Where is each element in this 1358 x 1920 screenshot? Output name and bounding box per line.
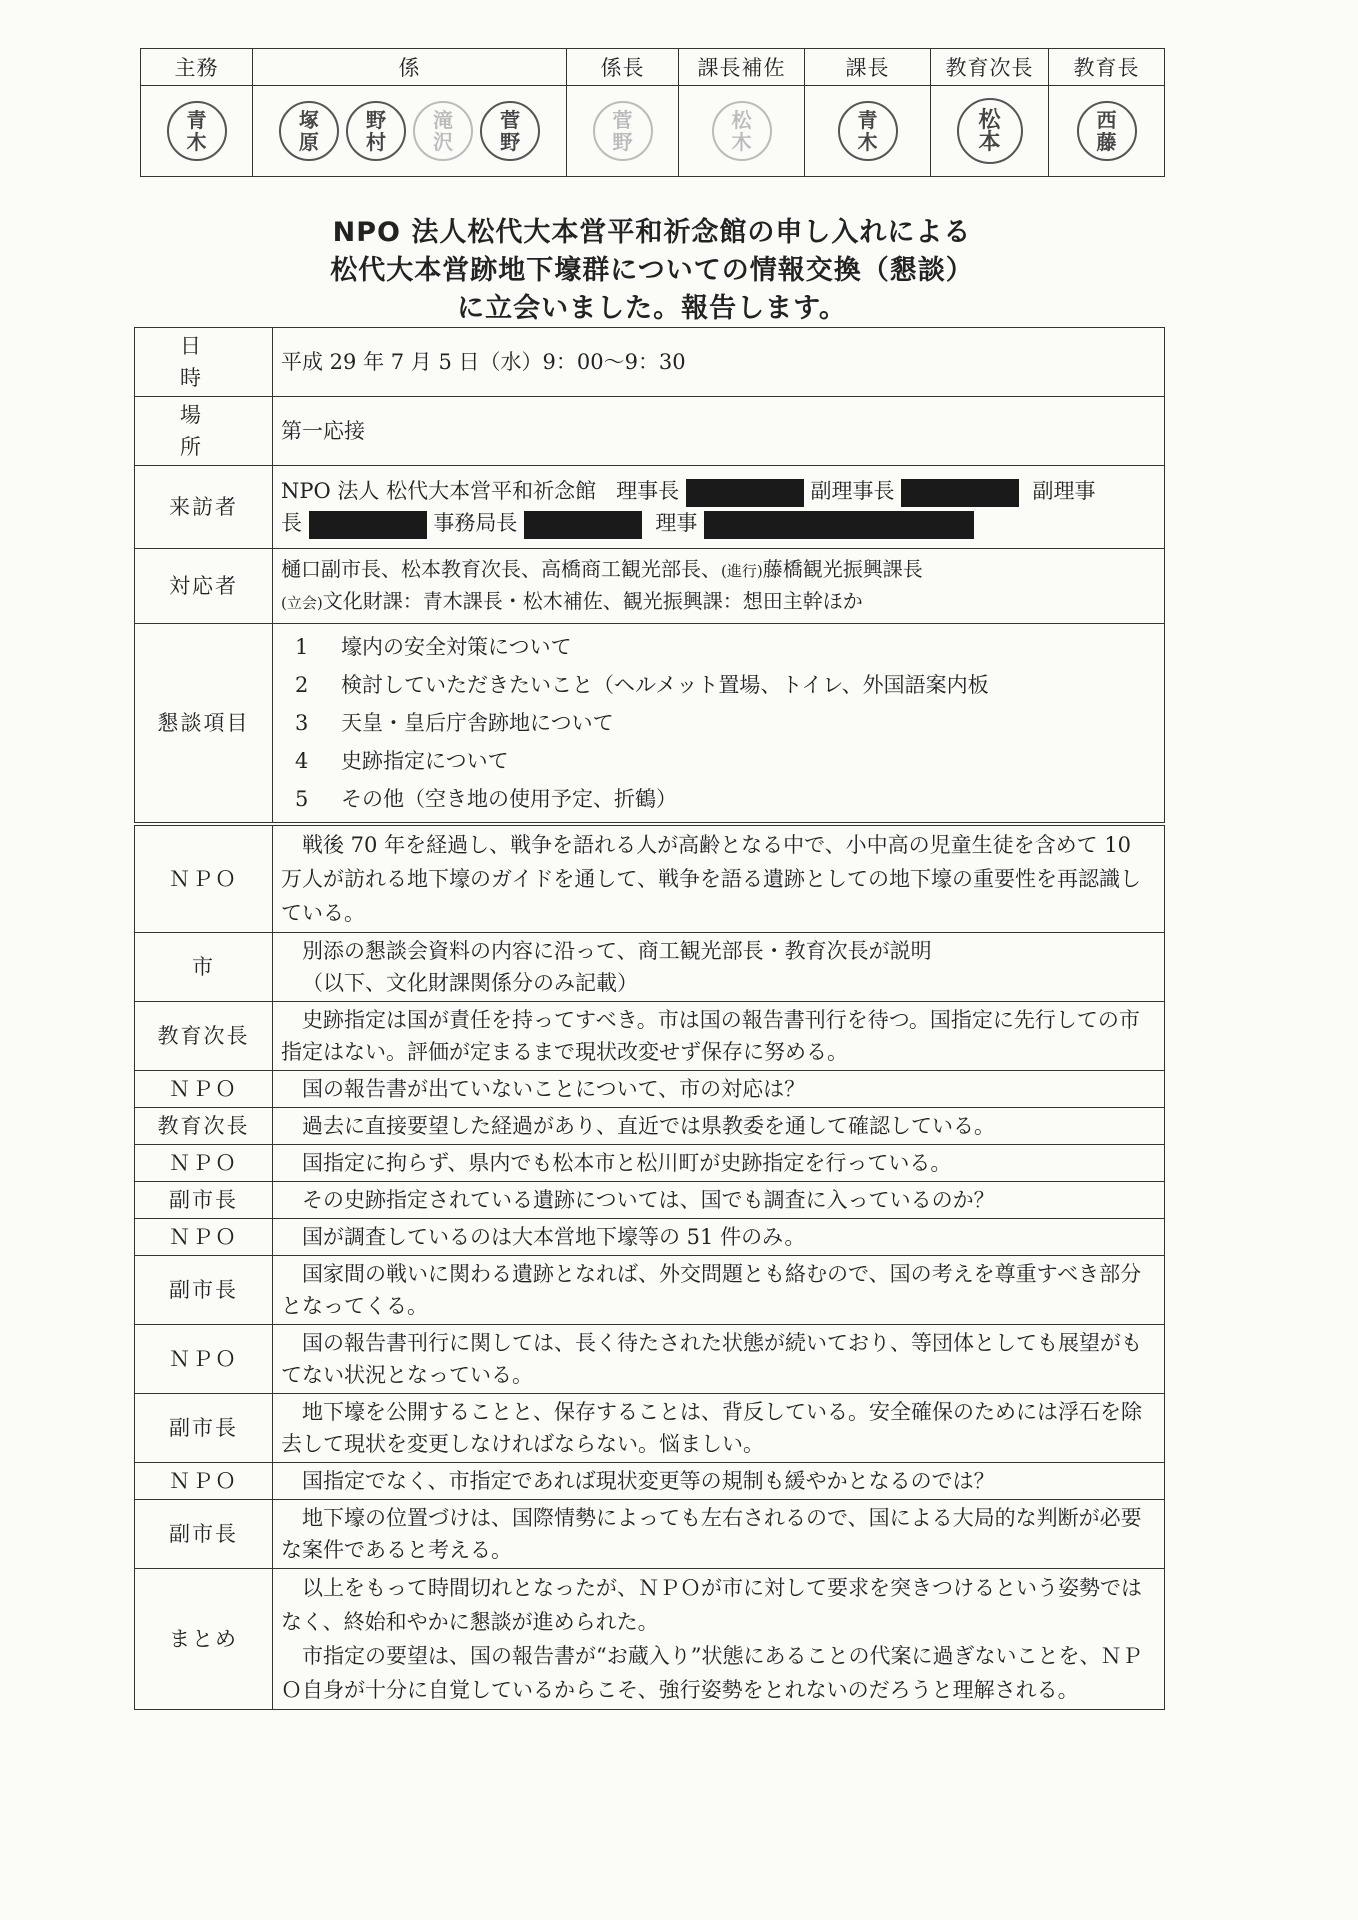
row-speaker: ＮＰＯ (135, 1145, 273, 1182)
list-item: 1 壕内の安全対策について (295, 635, 572, 659)
document-title (140, 214, 1164, 328)
seal-stamp-icon: 菅 野 (480, 101, 540, 161)
approval-header-kyoikucho: 教育長 (1049, 49, 1165, 86)
responder-tag: (進行) (721, 562, 763, 580)
row-text: 地下壕を公開することと、保存することは、背反している。安全確保のためには浮石を除去して現状を変更しなければならない。悩ましい。 (273, 1394, 1165, 1463)
row-text: 国の報告書が出ていないことについて、市の対応は？ (273, 1071, 1165, 1108)
visitor-role: 理事 (655, 511, 698, 535)
topics-list (273, 624, 1165, 825)
title-line-1: NPO 法人松代大本営平和祈念館の申し入れによる (332, 217, 972, 248)
title-line-3: に立会いました。報告します。 (457, 293, 847, 324)
approval-header-kakari: 係 (253, 49, 567, 86)
row-speaker: ＮＰＯ (135, 1325, 273, 1394)
seal-stamp-icon: 西 藤 (1077, 101, 1137, 161)
row-speaker: 副市長 (135, 1394, 273, 1463)
row-text: 国家間の戦いに関わる遺跡となれば、外交問題とも絡むので、国の考えを尊重すべき部分となってくる。 (273, 1256, 1165, 1325)
redaction-block (901, 479, 1019, 507)
stamp-cell-kacho (805, 86, 931, 177)
row-speaker: 副市長 (135, 1256, 273, 1325)
stamp-cell-hosa (679, 86, 805, 177)
responder-line: 藤橋観光振興課長 (762, 557, 923, 581)
stamp-cell-kakaricho (567, 86, 679, 177)
topics-label: 懇談項目 (135, 624, 273, 825)
stamp-cell-jicho (931, 86, 1049, 177)
title-line-2: 松代大本営跡地下壕群についての情報交換（懇談） (330, 255, 974, 286)
row-text: 過去に直接要望した経過があり、直近では県教委を通して確認している。 (273, 1108, 1165, 1145)
row-text: 国指定でなく、市指定であれば現状変更等の規制も緩やかとなるのでは？ (273, 1463, 1165, 1500)
seal-stamp-icon: 青 木 (167, 101, 227, 161)
date-label: 日 時 (135, 328, 273, 397)
approval-header-jicho: 教育次長 (931, 49, 1049, 86)
approval-stamp-table (140, 48, 1165, 177)
responder-line: 文化財課：青木課長・松木補佐、観光振興課：想田主幹ほか (322, 589, 863, 613)
stamp-cell-shumu (141, 86, 253, 177)
row-speaker: 教育次長 (135, 1002, 273, 1071)
row-speaker: 副市長 (135, 1182, 273, 1219)
visitor-role: 事務局長 (433, 511, 518, 535)
row-text: 国が調査しているのは大本営地下壕等の 51 件のみ。 (273, 1219, 1165, 1256)
seal-stamp-icon: 塚 原 (279, 101, 339, 161)
redaction-block (686, 479, 804, 507)
approval-header-kacho: 課長 (805, 49, 931, 86)
row-speaker: ＮＰＯ (135, 824, 273, 933)
date-value: 平成 29 年 7 月 5 日（水）9：00〜9：30 (273, 328, 1165, 397)
responder-label: 対応者 (135, 549, 273, 624)
row-speaker: ＮＰＯ (135, 1219, 273, 1256)
visitor-role: 長 (281, 511, 302, 535)
summary-paragraph: 以上をもって時間切れとなったが、ＮＰＯが市に対して要求を突きつけるという姿勢ではなく、終始和やかに懇談が進められた。 (281, 1576, 1142, 1634)
visitor-value (273, 466, 1165, 549)
redaction-block (309, 511, 427, 539)
seal-stamp-icon: 滝 沢 (413, 101, 473, 161)
stamp-cell-kakari (253, 86, 567, 177)
seal-stamp-icon: 菅 野 (593, 101, 653, 161)
row-speaker: ＮＰＯ (135, 1463, 273, 1500)
visitor-role: 理事長 (616, 479, 680, 503)
stamp-cell-kyoikucho (1049, 86, 1165, 177)
row-text: その史跡指定されている遺跡については、国でも調査に入っているのか？ (273, 1182, 1165, 1219)
list-item: 3 天皇・皇后庁舎跡地について (295, 711, 614, 735)
redaction-block (524, 511, 642, 539)
redaction-block (704, 511, 974, 539)
seal-stamp-icon: 松 木 (712, 101, 772, 161)
list-item: 2 検討していただきたいこと（ヘルメット置場、トイレ、外国語案内板 (295, 673, 989, 697)
row-speaker: 市 (135, 933, 273, 1002)
visitor-label: 来訪者 (135, 466, 273, 549)
row-text: 地下壕の位置づけは、国際情勢によっても左右されるので、国による大局的な判断が必要な案件であると考える。 (273, 1500, 1165, 1569)
list-item: 5 その他（空き地の使用予定、折鶴） (295, 787, 677, 811)
row-speaker: 副市長 (135, 1500, 273, 1569)
row-text: 別添の懇談会資料の内容に沿って、商工観光部長・教育次長が説明 （以下、文化財課関係分のみ記載） (273, 933, 1165, 1002)
responder-value (273, 549, 1165, 624)
place-value: 第一応接 (273, 397, 1165, 466)
place-label: 場 所 (135, 397, 273, 466)
row-text: 国指定に拘らず、県内でも松本市と松川町が史跡指定を行っている。 (273, 1145, 1165, 1182)
visitor-role: 副理事長 (810, 479, 895, 503)
seal-stamp-icon: 青 木 (838, 101, 898, 161)
summary-label: まとめ (135, 1569, 273, 1710)
visitor-role: 副理事 (1032, 479, 1096, 503)
row-speaker: 教育次長 (135, 1108, 273, 1145)
visitor-org: NPO 法人 松代大本営平和祈念館 (281, 479, 597, 503)
approval-header-hosa: 課長補佐 (679, 49, 805, 86)
row-text: 戦後 70 年を経過し、戦争を語れる人が高齢となる中で、小中高の児童生徒を含めて 10 万人が訪れる地下壕のガイドを通して、戦争を語る遺跡としての地下壕の重要性を再認識している。 (273, 824, 1165, 933)
row-text: 国の報告書刊行に関しては、長く待たされた状態が続いており、等団体としても展望がもてない状況となっている。 (273, 1325, 1165, 1394)
responder-line: 樋口副市長、松本教育次長、高橋商工観光部長、 (281, 557, 721, 581)
row-speaker: ＮＰＯ (135, 1071, 273, 1108)
report-table (134, 327, 1165, 1710)
summary-paragraph: 市指定の要望は、国の報告書が“お蔵入り”状態にあることの代案に過ぎないことを、ＮＰＯ自身が十分に自覚しているからこそ、強行姿勢をとれないのだろうと理解される。 (281, 1644, 1143, 1702)
responder-tag: (立会) (281, 594, 323, 612)
seal-stamp-icon: 松 本 (957, 98, 1023, 164)
approval-header-shumu: 主務 (141, 49, 253, 86)
list-item: 4 史跡指定について (295, 749, 509, 773)
summary-text (273, 1569, 1165, 1710)
approval-header-kakaricho: 係長 (567, 49, 679, 86)
row-text: 史跡指定は国が責任を持ってすべき。市は国の報告書刊行を待つ。国指定に先行しての市指定はない。評価が定まるまで現状改変せず保存に努める。 (273, 1002, 1165, 1071)
seal-stamp-icon: 野 村 (346, 101, 406, 161)
